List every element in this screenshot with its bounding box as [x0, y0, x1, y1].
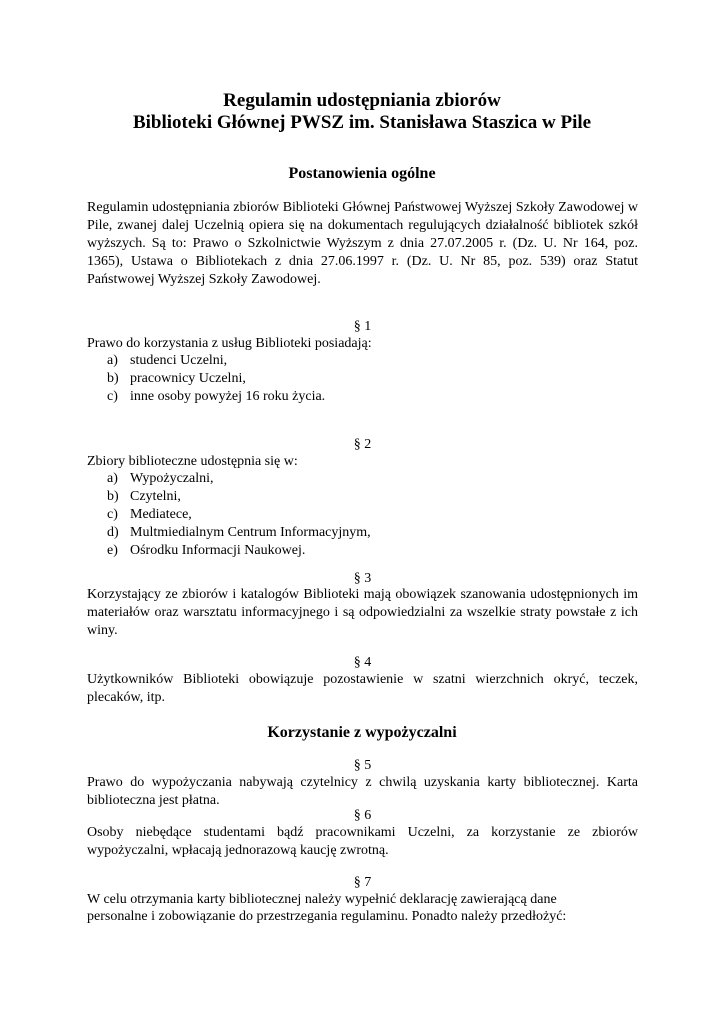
document-title-line1: Regulamin udostępniania zbiorów	[223, 90, 501, 111]
paragraph-5-text: Prawo do wypożyczania nabywają czytelnicy z chwilą uzyskania karty bibliotecznej. Karta biblioteczna jest płatna.	[87, 775, 638, 808]
list-item	[87, 542, 638, 560]
list-item-marker: b)	[107, 371, 119, 386]
list-item-marker: a)	[107, 353, 118, 368]
list-item	[87, 352, 638, 370]
list-item-text: Ośrodku Informacji Naukowej.	[130, 543, 306, 558]
list-item	[87, 524, 638, 542]
paragraph-4-text: Użytkowników Biblioteki obowiązuje pozostawienie w szatni wierzchnich okryć, teczek, plecaków, itp.	[87, 672, 638, 705]
list-item	[87, 470, 638, 488]
list-item	[87, 488, 638, 506]
paragraph-mark-2: § 2	[353, 437, 372, 452]
paragraph-mark-3: § 3	[353, 571, 372, 586]
paragraph-3-text: Korzystający ze zbiorów i katalogów Biblioteki mają obowiązek szanowania udostępnionych im materiałów oraz warsztatu informacyjnego i są odpowiedzialni za wszelkie straty powstałe z ich winy.	[87, 587, 638, 638]
list-item-marker: a)	[107, 471, 118, 486]
section-heading-lending: Korzystanie z wypożyczalni	[267, 724, 457, 741]
list-item-text: inne osoby powyżej 16 roku życia.	[130, 389, 326, 404]
list-item	[87, 506, 638, 524]
list-item	[87, 370, 638, 388]
paragraph-2-list	[87, 470, 638, 560]
list-item-text: Multmiedialnym Centrum Informacyjnym,	[130, 525, 371, 540]
paragraph-mark-6: § 6	[353, 808, 372, 823]
paragraph-7-line2: personalne i zobowiązanie do przestrzegania regulaminu. Ponadto należy przedłożyć:	[87, 909, 567, 924]
list-item	[87, 388, 638, 406]
paragraph-1-list	[87, 352, 638, 406]
paragraph-1-lead: Prawo do korzystania z usług Biblioteki posiadają:	[87, 336, 372, 351]
paragraph-mark-5: § 5	[353, 758, 372, 773]
list-item-marker: b)	[107, 489, 119, 504]
intro-paragraph: Regulamin udostępniania zbiorów Biblioteki Głównej Państwowej Wyższej Szkoły Zawodowej w Pile, zwanej dalej Uczelnią opiera się na dokumentach regulujących działalność bibliotek szkół wyższych. Są to: Prawo o Szkolnictwie Wyższym z dnia 27.07.2005 r. (Dz. U. Nr 164, poz. 1365), Ustawa o Bibliotekach z dnia 27.06.1997 r. (Dz. U. Nr 85, poz. 539) oraz Statut Państwowej Wyższej Szkoły Zawodowej.	[87, 200, 638, 287]
list-item-marker: d)	[107, 525, 119, 540]
section-heading-general: Postanowienia ogólne	[288, 165, 436, 182]
list-item-marker: e)	[107, 543, 118, 558]
list-item-text: Mediatece,	[130, 507, 192, 522]
list-item-marker: c)	[107, 389, 118, 404]
paragraph-7-line1: W celu otrzymania karty bibliotecznej należy wypełnić deklarację zawierającą dane	[87, 892, 557, 907]
list-item-text: Wypożyczalni,	[130, 471, 214, 486]
paragraph-6-text: Osoby niebędące studentami bądź pracownikami Uczelni, za korzystanie ze zbiorów wypożyczalni, wpłacają jednorazową kaucję zwrotną.	[87, 825, 638, 858]
paragraph-mark-4: § 4	[353, 655, 372, 670]
list-item-text: Czytelni,	[130, 489, 181, 504]
list-item-text: pracownicy Uczelni,	[130, 371, 246, 386]
list-item-text: studenci Uczelni,	[130, 353, 228, 368]
paragraph-mark-1: § 1	[353, 319, 372, 334]
paragraph-2-lead: Zbiory biblioteczne udostępnia się w:	[87, 454, 298, 469]
document-title-line2: Biblioteki Głównej PWSZ im. Stanisława Staszica w Pile	[132, 112, 592, 133]
paragraph-mark-7: § 7	[353, 875, 372, 890]
list-item-marker: c)	[107, 507, 118, 522]
